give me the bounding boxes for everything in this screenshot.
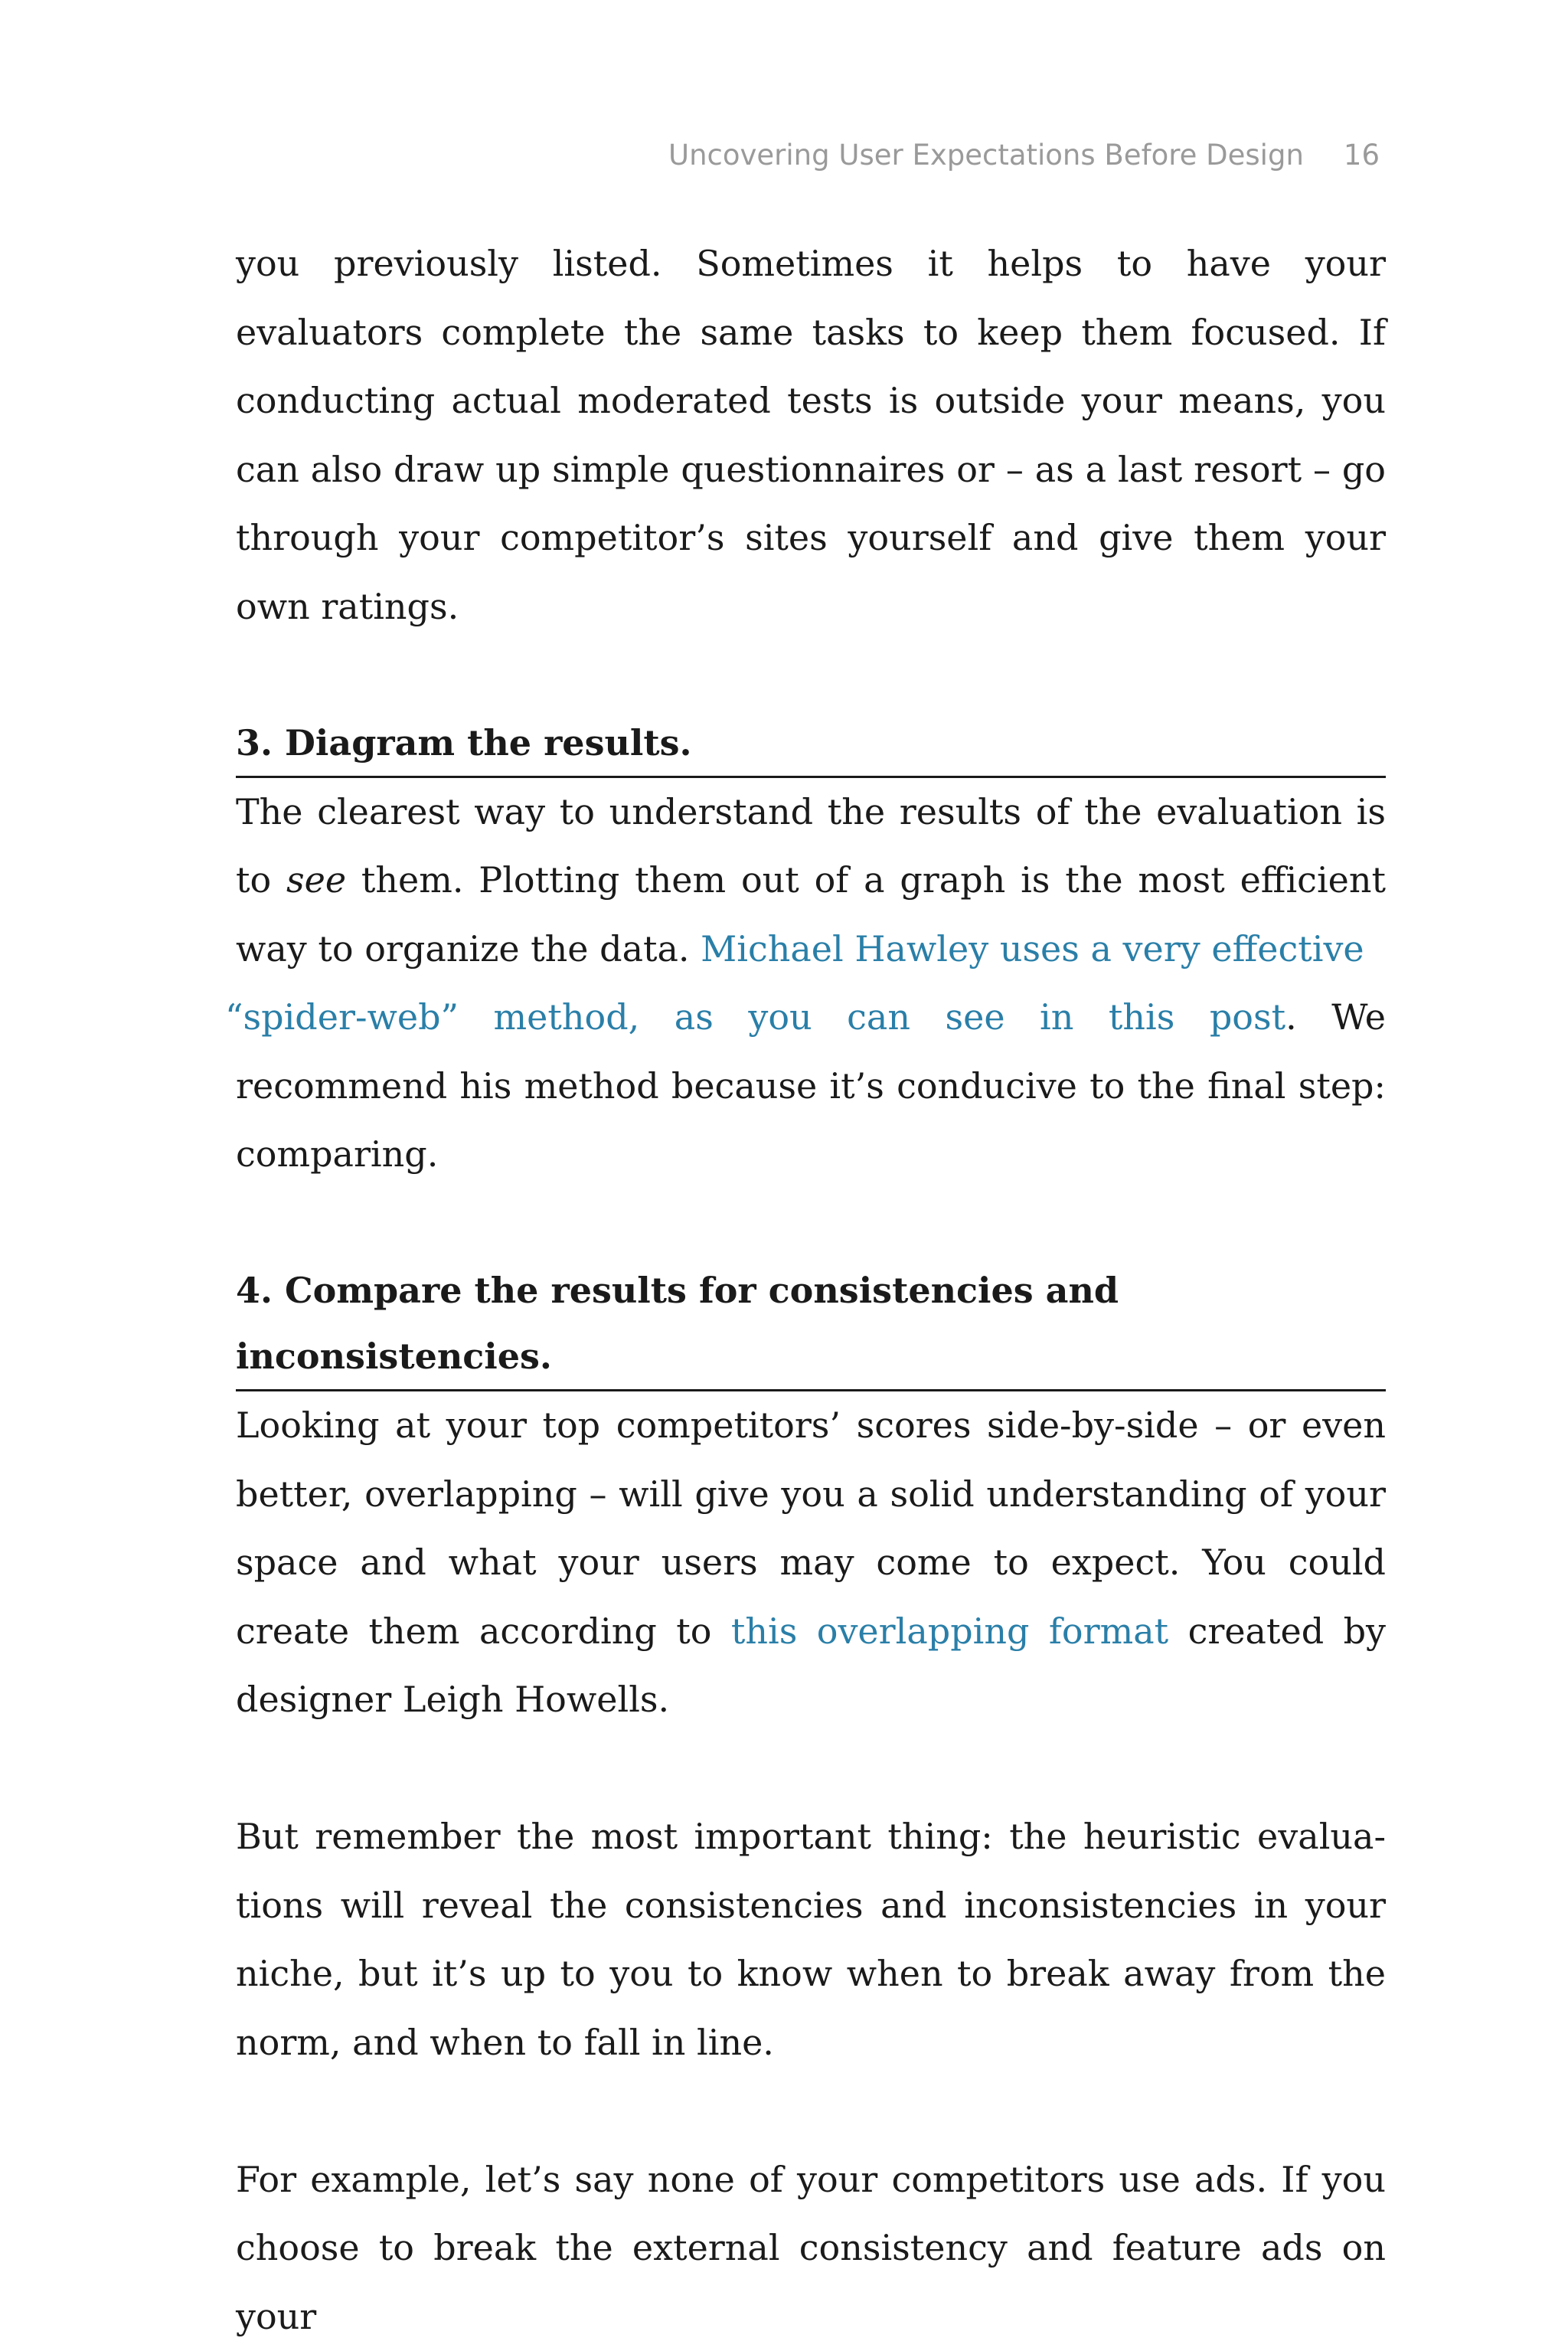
step-4-text-start: Looking at your top competitors’ scores side-by-side – or even better, overlapping – will give you a solid understanding of your space and what your users may come to expect. You could create them according to: [236, 1404, 1386, 1652]
running-header: [668, 139, 1380, 172]
step-4-text-end: created by designer Leigh Howells.: [236, 1610, 1386, 1721]
overlapping-format-link[interactable]: this overlapping format: [731, 1610, 1168, 1652]
body-content: [236, 230, 1386, 2351]
step-4-paragraph: [236, 1391, 1386, 1735]
step-4-heading: 4. Compare the results for consistencies and inconsistencies.: [236, 1257, 1386, 1391]
running-header-title: Uncovering User Expectations Before Design: [668, 139, 1304, 172]
intro-paragraph: you previously listed. Sometimes it helps to have your evaluators complete the same tasks to keep them focused. If conducting actual moderated tests is outside your means, you can also draw up simple questionnaires or – as a last resort – go through your competitor’s sites yourself and give them your own ratings.: [236, 230, 1386, 641]
step-3-heading: 3. Diagram the results.: [236, 710, 1386, 778]
page-number: 16: [1344, 139, 1380, 172]
example-paragraph: For example, let’s say none of your competitors use ads. If you choose to break the external consistency and feature ads on your: [236, 2146, 1386, 2351]
step-3-paragraph: [236, 778, 1386, 1189]
step-3-text-start: The clearest way to understand the results of the evaluation is to: [236, 791, 1386, 901]
step-3-emphasis: see: [286, 859, 346, 901]
step-3-text-end: . We recommend his method because it’s conducive to the final step: comparing.: [236, 996, 1386, 1175]
spider-web-link-line-1[interactable]: Michael Hawley uses a very effective: [701, 928, 1364, 970]
remember-paragraph: But remember the most important thing: the heuristic evaluations will reveal the consistencies and inconsistencies in your niche, but it’s up to you to know when to break away from the norm, and when to fall in line.: [236, 1803, 1386, 2077]
step-3-text-middle: them. Plotting them out of a graph is the most efficient way to organize the data.: [236, 859, 1386, 970]
spider-web-link-line-2[interactable]: “spider-web” method, as you can see in this post: [225, 996, 1285, 1038]
